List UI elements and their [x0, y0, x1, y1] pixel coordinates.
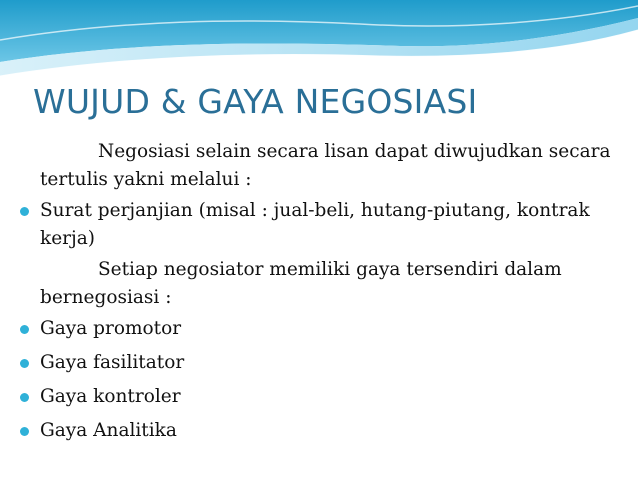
- bullet-dot-icon: [20, 207, 29, 216]
- bullet-text: Gaya promotor: [40, 318, 182, 339]
- paragraph-wujud: [18, 138, 618, 194]
- bullet-item-fasilitator: [18, 349, 618, 377]
- paragraph-text: Negosiasi selain secara lisan dapat diwujudkan secara tertulis yakni melalui :: [40, 141, 611, 190]
- bullet-dot-icon: [20, 393, 29, 402]
- slide-body: [18, 138, 618, 451]
- bullet-item-kontroler: [18, 383, 618, 411]
- bullet-dot-icon: [20, 325, 29, 334]
- slide-title: WUJUD & GAYA NEGOSIASI: [33, 82, 478, 121]
- bullet-dot-icon: [20, 427, 29, 436]
- bullet-item-analitika: [18, 417, 618, 445]
- bullet-text: Gaya Analitika: [40, 420, 177, 441]
- decorative-wave-header: [0, 0, 638, 80]
- paragraph-gaya: [18, 256, 618, 312]
- bullet-text: Gaya fasilitator: [40, 352, 185, 373]
- bullet-item-surat: [18, 197, 618, 253]
- bullet-item-promotor: [18, 315, 618, 343]
- bullet-dot-icon: [20, 359, 29, 368]
- bullet-text: Surat perjanjian (misal : jual-beli, hutang-piutang, kontrak kerja): [40, 200, 590, 249]
- bullet-text: Gaya kontroler: [40, 386, 181, 407]
- paragraph-text: Setiap negosiator memiliki gaya tersendiri dalam bernegosiasi :: [40, 259, 562, 308]
